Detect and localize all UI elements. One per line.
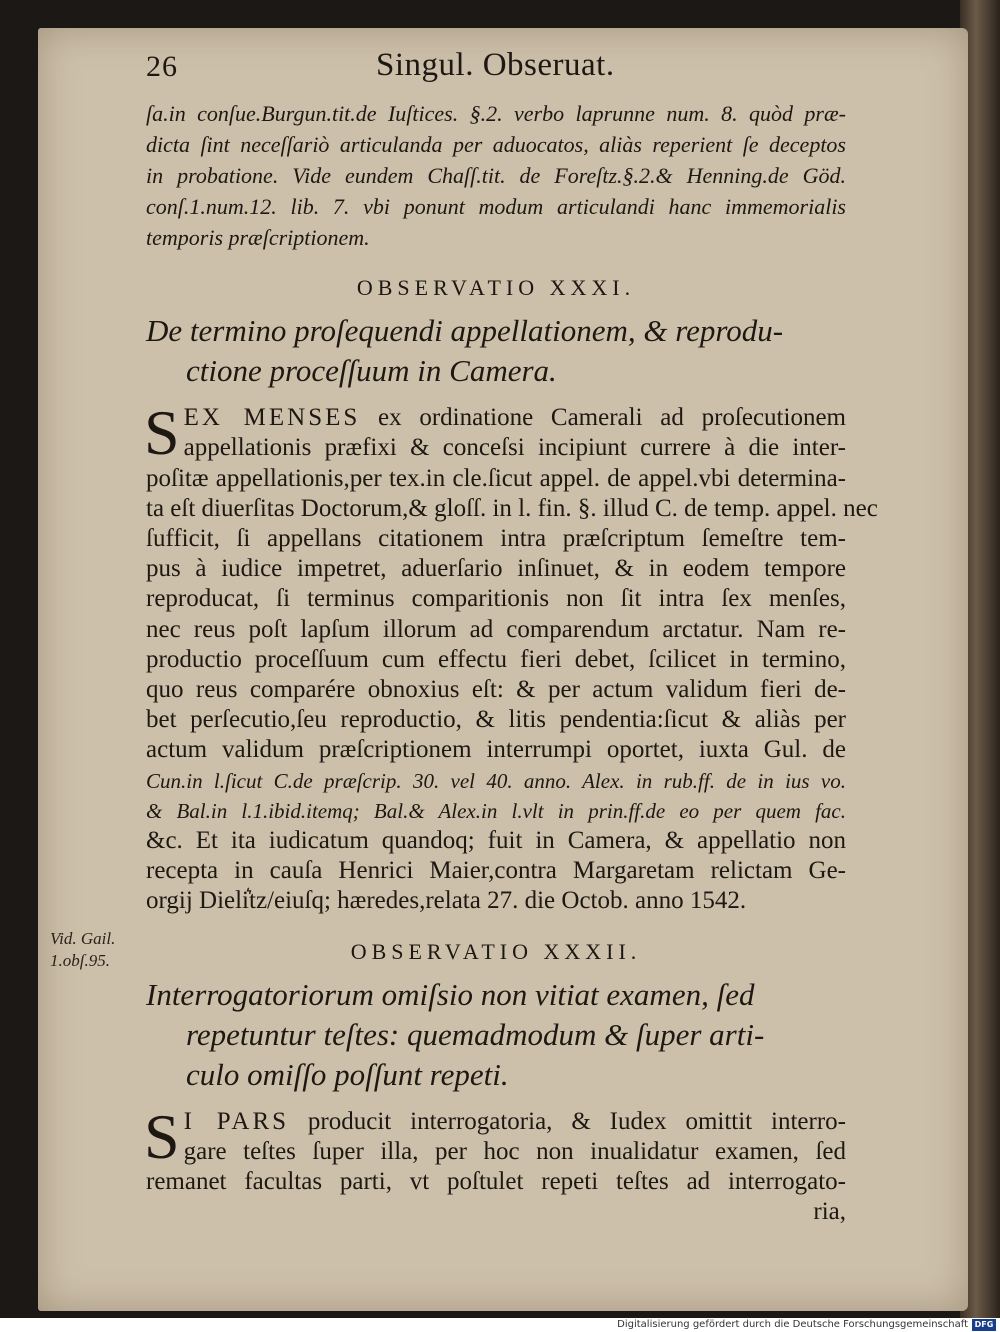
- observation-31-heading: OBSERVATIO XXXI.: [356, 275, 636, 300]
- intro-line: ſa.in conſue.Burgun.tit.de Iuſtices. §.2. verbo laprunne num. 8. quòd præ-: [146, 101, 846, 126]
- body-line: reproducat, ſi terminus comparitionis non ſit intra ſex menſes,: [146, 585, 846, 613]
- title-line: Interrogatoriorum omiſsio non vitiat examen, ſed: [146, 976, 755, 1012]
- page-number: 26: [146, 50, 178, 83]
- body-line: recepta in cauſa Henrici Maier,contra Margaretam relictam Ge-: [146, 857, 846, 885]
- body-line: orgij Dieli͛tz/eiuſq; hæredes,relata 27. die Octob. anno 1542.: [146, 887, 747, 915]
- body-line: appellationis præfixi & conceſsi incipiunt currere à die inter-: [183, 434, 846, 462]
- body-line: ſufficit, ſi appellans citationem intra præſcriptum ſemeſtre tem-: [146, 525, 846, 553]
- title-line: ctione proceſſuum in Camera.: [186, 353, 557, 389]
- body-line: poſitæ appellationis,per tex.in cle.ſicut appel. de appel.vbi determina-: [146, 464, 846, 492]
- lead-word: I PARS: [183, 1107, 290, 1135]
- intro-paragraph: [146, 98, 846, 253]
- observation-31-title: [146, 311, 846, 391]
- intro-line: temporis præſcriptionem.: [146, 225, 370, 250]
- body-line: actum validum præſcriptionem interrumpi oportet, iuxta Gul. de: [146, 736, 846, 764]
- footer-bar: [0, 1318, 1000, 1332]
- body-text: producit interrogatoria, & Iudex omittit interro-: [289, 1107, 846, 1135]
- body-line: [146, 1107, 846, 1137]
- body-line: [146, 403, 846, 433]
- intro-line: dicta ſint neceſſariò articulanda per aduocatos, aliàs reperient ſe deceptos: [146, 132, 846, 157]
- observation-32-title: [146, 975, 846, 1095]
- lead-word: EX MENSES: [183, 404, 361, 432]
- body-line: pus à iudice impetret, aduerſario inſinuet, & in eodem tempore: [146, 555, 846, 583]
- title-line: repetuntur teſtes: quemadmodum & ſuper arti-: [186, 1016, 765, 1052]
- margin-note: [50, 928, 140, 972]
- page-header: [146, 47, 846, 94]
- observation-32-heading: OBSERVATIO XXXII.: [350, 938, 642, 964]
- body-line: productio proceſſuum cum effectu fieri debet, ſcilicet in termino,: [146, 645, 846, 673]
- drop-cap: S: [144, 1100, 180, 1172]
- running-head: Singul. Obseruat.: [376, 47, 615, 83]
- body-text: ex ordinatione Camerali ad proſecutionem: [360, 404, 846, 432]
- catchword: ria,: [813, 1198, 846, 1226]
- drop-cap: S: [144, 397, 180, 469]
- page-text: [144, 47, 878, 1228]
- intro-line: in probatione. Vide eundem Chaſſ.tit. de Foreſtz.§.2.& Henning.de Göd.: [146, 163, 846, 188]
- body-line: remanet facultas parti, vt poſtulet repeti teſtes ad interrogato-: [146, 1168, 846, 1196]
- body-line: Cun.in l.ſicut C.de præſcrip. 30. vel 40. anno. Alex. in rub.ff. de in ius vo.: [146, 768, 846, 793]
- dfg-logo-icon: DFG: [972, 1319, 996, 1331]
- observation-31-body: [144, 397, 878, 916]
- title-line: De termino proſequendi appellationem, & reprodu-: [146, 313, 784, 349]
- body-line: & Bal.in l.1.ibid.itemq; Bal.& Alex.in l.vlt in prin.ff.de eo per quem fac.: [146, 798, 846, 823]
- intro-line: conſ.1.num.12. lib. 7. vbi ponunt modum articulandi hanc immemorialis: [146, 194, 846, 219]
- digitization-credit: Digitalisierung gefördert durch die Deutsche Forschungsgemeinschaft: [617, 1319, 968, 1330]
- body-line: bet perſecutio,ſeu reproductio, & litis pendentia:ſicut & aliàs per: [146, 706, 846, 734]
- observation-32-body: [144, 1100, 846, 1228]
- margin-note-line: 1.obſ.95.: [50, 951, 110, 970]
- body-line: gare teſtes ſuper illa, per hoc non inualidatur examen, ſed: [183, 1138, 846, 1166]
- body-line: ta eſt diuerſitas Doctorum,& gloſſ. in l. fin. §. illud C. de temp. appel. nec: [146, 494, 878, 522]
- body-line: quo reus comparére obnoxius eſt: & per actum validum fieri de-: [146, 676, 846, 704]
- margin-note-line: Vid. Gail.: [50, 929, 116, 948]
- body-line: nec reus poſt lapſum illorum ad comparendum arctatur. Nam re-: [146, 615, 846, 643]
- body-line: &c. Et ita iudicatum quandoq; fuit in Camera, & appellatio non: [146, 827, 846, 855]
- title-line: culo omiſſo poſſunt repeti.: [186, 1056, 509, 1092]
